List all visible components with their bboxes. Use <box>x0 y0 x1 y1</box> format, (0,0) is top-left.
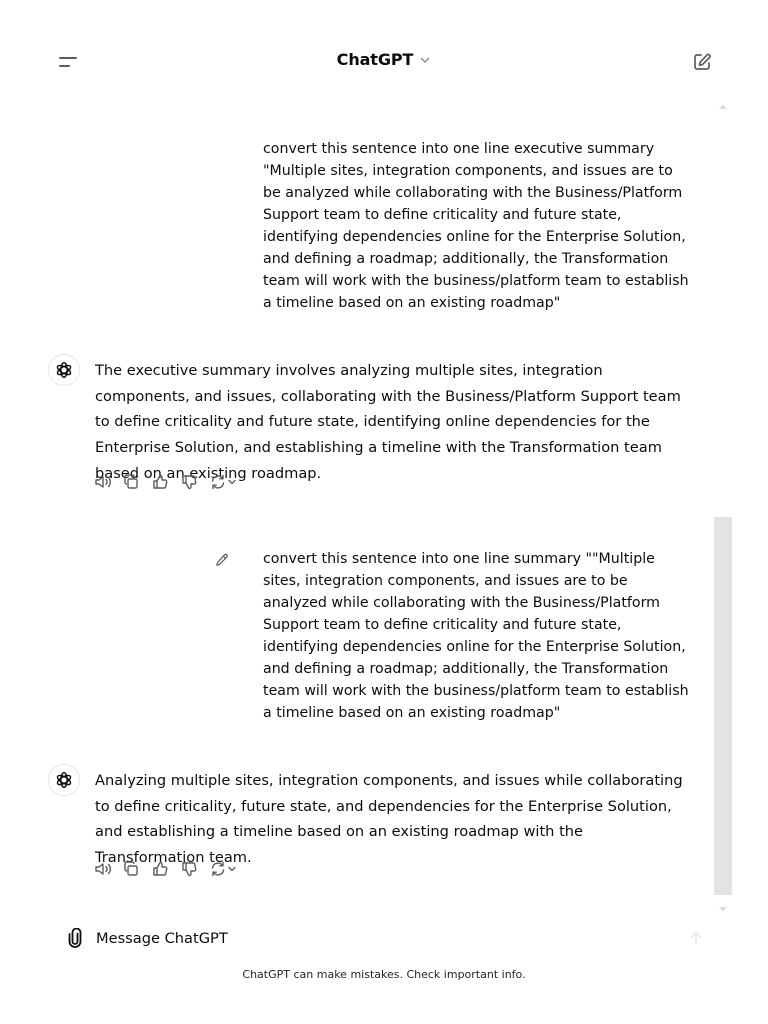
arrow-up-icon <box>689 930 703 946</box>
regenerate-icon <box>210 861 226 877</box>
message-actions <box>94 859 246 879</box>
header <box>0 38 768 86</box>
chevron-down-icon <box>227 864 237 874</box>
read-aloud-button[interactable] <box>94 859 123 879</box>
new-chat-icon <box>692 52 712 72</box>
copy-button[interactable] <box>123 472 152 492</box>
thumbs-up-icon <box>152 474 168 490</box>
chevron-down-icon <box>419 54 431 66</box>
copy-icon <box>123 861 139 877</box>
user-message: convert this sentence into one line summary ""Multiple sites, integration components, and issues are to be analyzed while collaborating with the Business/Platform Support team to define criticality and future state, identifying dependencies online for the Enterprise Solution, and defining a roadmap; additionally, the Transformation team will work with the business/platform team to establish a timeline based on an existing roadmap" <box>263 551 689 721</box>
new-chat-button[interactable] <box>688 48 716 76</box>
thumbs-down-button[interactable] <box>181 472 210 492</box>
regenerate-icon <box>210 474 226 490</box>
message-actions <box>94 472 246 492</box>
copy-button[interactable] <box>123 859 152 879</box>
chevron-down-icon <box>227 477 237 487</box>
thumbs-down-icon <box>181 474 197 490</box>
caret-up-icon <box>718 103 728 111</box>
assistant-message: Analyzing multiple sites, integration components, and issues while collaborating to define criticality, future state, and dependencies for the Enterprise Solution, and establishing a timeline based on an existing roadmap with the Transformation team. <box>95 772 683 867</box>
scroll-up-arrow[interactable] <box>718 96 728 115</box>
pencil-icon <box>215 553 229 567</box>
model-selector[interactable] <box>337 50 432 69</box>
scrollbar-thumb[interactable] <box>714 517 732 895</box>
thumbs-up-icon <box>152 861 168 877</box>
disclaimer: ChatGPT can make mistakes. Check important info. <box>242 968 526 981</box>
openai-logo-icon <box>54 360 74 380</box>
edit-message-button[interactable] <box>212 550 232 570</box>
openai-logo-icon <box>54 770 74 790</box>
title-wrapper <box>0 50 768 69</box>
paperclip-icon <box>66 928 84 948</box>
assistant-avatar <box>48 764 80 796</box>
scroll-down-arrow[interactable] <box>718 898 728 917</box>
attach-button[interactable] <box>64 927 86 949</box>
thumbs-up-button[interactable] <box>152 859 181 879</box>
copy-icon <box>123 474 139 490</box>
page-title: ChatGPT <box>336 50 414 69</box>
thumbs-down-icon <box>181 861 197 877</box>
user-message: convert this sentence into one line executive summary "Multiple sites, integration components, and issues are to be analyzed while collaborating with the Business/Platform Support team to define criticality and future state, identifying dependencies online for the Enterprise Solution, and defining a roadmap; additionally, the Transformation team will work with the business/platform team to establish a timeline based on an existing roadmap" <box>263 141 689 311</box>
message-composer <box>56 920 716 956</box>
thumbs-down-button[interactable] <box>181 859 210 879</box>
regenerate-button[interactable] <box>210 859 246 879</box>
thumbs-up-button[interactable] <box>152 472 181 492</box>
caret-down-icon <box>718 905 728 913</box>
assistant-avatar <box>48 354 80 386</box>
speaker-icon <box>94 474 112 490</box>
send-button[interactable] <box>686 928 706 948</box>
read-aloud-button[interactable] <box>94 472 123 492</box>
assistant-message: The executive summary involves analyzing multiple sites, integration components, and issues, collaborating with the Business/Platform Support team to define criticality and future state, identifying online dependencies for the Enterprise Solution, and establishing a timeline with the Transformation team based on an existing roadmap. <box>95 362 681 482</box>
regenerate-button[interactable] <box>210 472 246 492</box>
speaker-icon <box>94 861 112 877</box>
message-input[interactable] <box>96 924 656 952</box>
